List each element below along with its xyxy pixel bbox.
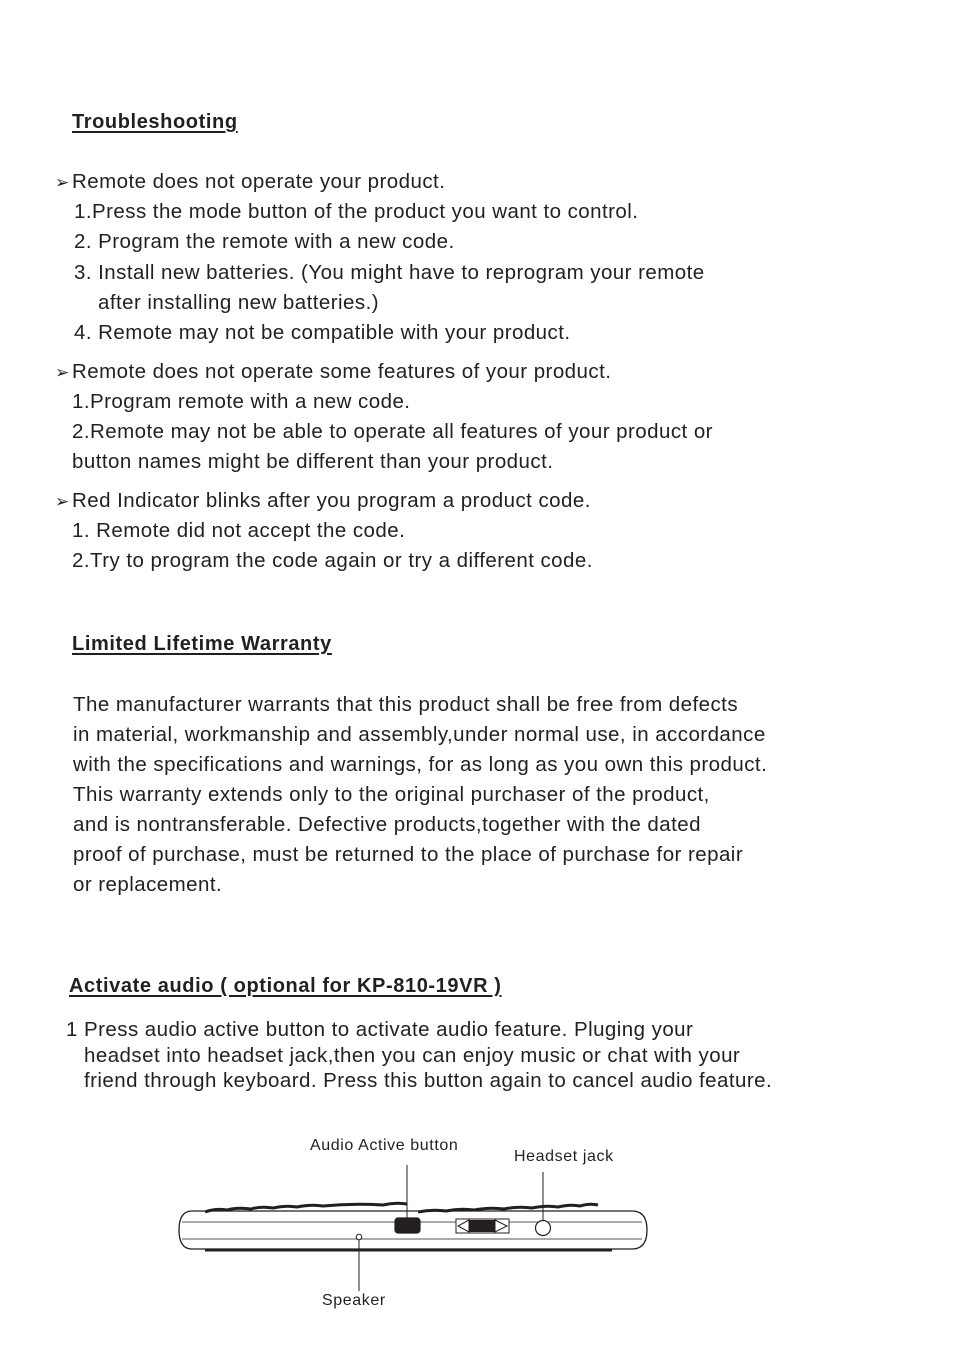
issue-2-line: button names might be different than your product. xyxy=(72,450,554,473)
speaker-icon xyxy=(356,1234,362,1240)
issue-1-line: 1.Press the mode button of the product you want to control. xyxy=(74,200,639,223)
warranty-line: The manufacturer warrants that this product shall be free from defects xyxy=(73,693,739,716)
audio-step-number: 1 xyxy=(66,1018,78,1041)
audio-line: Press audio active button to activate audio feature. Pluging your xyxy=(84,1018,694,1041)
audio-line: friend through keyboard. Press this button again to cancel audio feature. xyxy=(84,1069,773,1092)
issue-1-line: after installing new batteries.) xyxy=(98,291,380,314)
issue-2-line: 2.Remote may not be able to operate all features of your product or xyxy=(72,420,713,443)
headset-jack-label: Headset jack xyxy=(514,1148,614,1165)
issue-1-line: 4. Remote may not be compatible with your product. xyxy=(74,321,571,344)
audio-line: headset into headset jack,then you can enjoy music or chat with your xyxy=(84,1044,741,1067)
issue-1-line: 3. Install new batteries. (You might have to reprogram your remote xyxy=(74,261,705,284)
issue-2-line: 1.Program remote with a new code. xyxy=(72,390,411,413)
arrow-bullet-icon: ➢ xyxy=(55,492,70,511)
audio-heading: Activate audio ( optional for KP-810-19VR ) xyxy=(69,975,502,997)
warranty-line: proof of purchase, must be returned to the place of purchase for repair xyxy=(73,843,744,866)
arrow-bullet-icon: ➢ xyxy=(55,173,70,192)
issue-3-line: 2.Try to program the code again or try a different code. xyxy=(72,549,593,572)
issue-2-title: ➢ Remote does not operate some features of your product. xyxy=(55,360,612,383)
slider-switch-icon xyxy=(456,1219,509,1233)
warranty-heading: Limited Lifetime Warranty xyxy=(72,633,332,655)
issue-1-line: 2. Program the remote with a new code. xyxy=(74,230,455,253)
warranty-line: with the specifications and warnings, for as long as you own this product. xyxy=(73,753,768,776)
headset-jack-icon xyxy=(536,1221,551,1236)
audio-active-button-label: Audio Active button xyxy=(310,1137,459,1154)
warranty-line: and is nontransferable. Defective products,together with the dated xyxy=(73,813,701,836)
speaker-label: Speaker xyxy=(322,1292,386,1309)
audio-active-button-icon xyxy=(395,1218,420,1233)
issue-3-line: 1. Remote did not accept the code. xyxy=(72,519,406,542)
warranty-line: in material, workmanship and assembly,under normal use, in accordance xyxy=(73,723,766,746)
warranty-line: or replacement. xyxy=(73,873,223,896)
troubleshooting-heading: Troubleshooting xyxy=(72,111,238,133)
arrow-bullet-icon: ➢ xyxy=(55,363,70,382)
issue-1-title: ➢ Remote does not operate your product. xyxy=(55,170,446,193)
warranty-line: This warranty extends only to the original purchaser of the product, xyxy=(73,783,710,806)
issue-3-title: ➢ Red Indicator blinks after you program a product code. xyxy=(55,489,591,512)
